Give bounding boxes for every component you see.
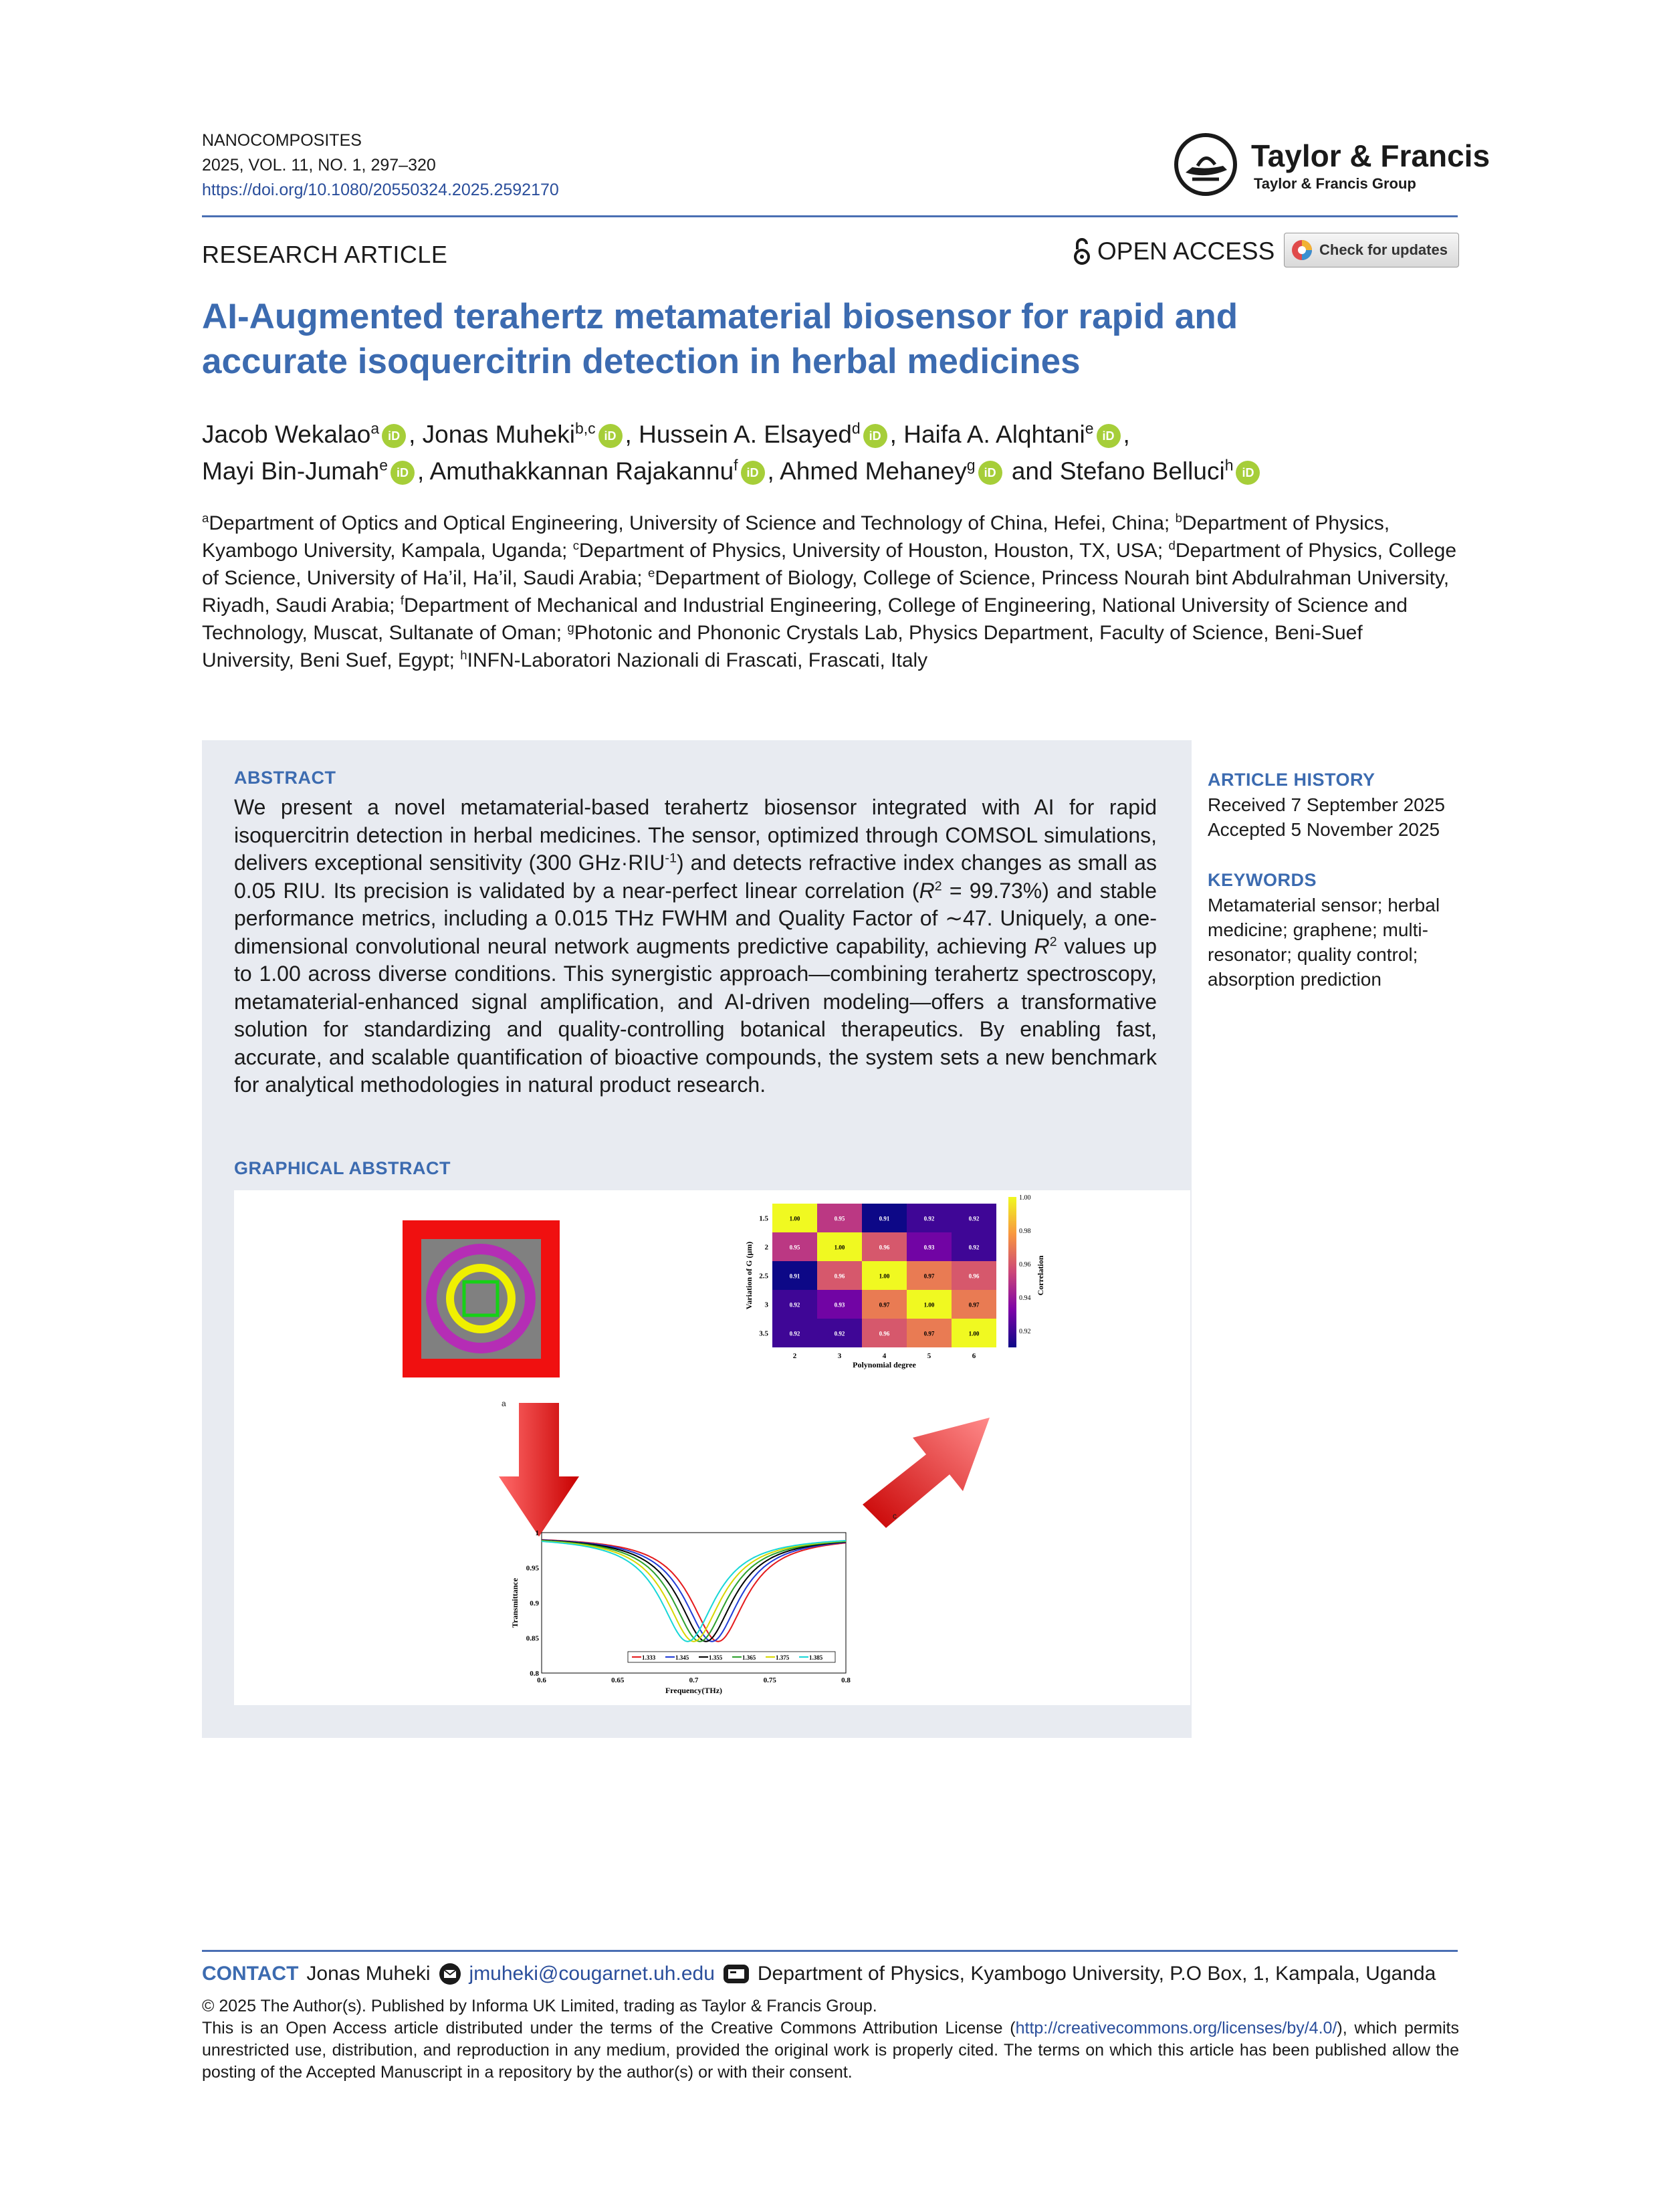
author-name: Hussein A. Elsayed	[639, 421, 852, 448]
accepted-date: Accepted 5 November 2025	[1208, 819, 1440, 840]
affiliation-mark: g	[567, 621, 574, 635]
heatmap-cell-label: 0.95	[834, 1215, 845, 1222]
affiliation-mark: b	[1175, 511, 1182, 525]
heatmap-cell-label: 1.00	[834, 1244, 845, 1251]
keywords-heading: KEYWORDS	[1208, 870, 1317, 890]
affiliation-text: Department of Physics, Kyambogo University, Kampala, Uganda;	[202, 512, 1390, 562]
abstract-part-4: values up to 1.00 across diverse conditions. This synergistic approach—combining terahertz spectroscopy, metamaterial-enhanced signal amplification, and AI-driven modeling—offers a transformative solution for standardizing and quality-controlling botanical therapeutics. By enabling fast, accurate, and scalable quantification of bioactive compounds, the system sets a new benchmark for analytical methodologies in natural product research.	[234, 933, 1157, 1097]
author-affiliation-mark: a	[370, 419, 380, 437]
abstract-sup-3: 2	[1049, 933, 1057, 949]
orcid-icon[interactable]: iD	[382, 424, 406, 448]
heatmap-cell-label: 0.96	[968, 1273, 980, 1280]
keywords-line-4: absorption prediction	[1208, 969, 1381, 990]
heatmap-col-tick: 2	[792, 1352, 797, 1360]
author-list	[202, 416, 1459, 489]
check-updates-label: Check for updates	[1319, 241, 1448, 258]
open-access-label: OPEN ACCESS	[1097, 237, 1275, 265]
affiliation-text: Department of Mechanical and Industrial Engineering, College of Engineering, National University of Science and Technology, Muscat, Sultanate of Oman;	[202, 594, 1408, 644]
copyright-notice	[202, 1995, 1459, 2084]
article-history-heading: ARTICLE HISTORY	[1208, 770, 1375, 790]
heatmap-cell-label: 0.92	[789, 1301, 800, 1309]
abstract-heading: ABSTRACT	[234, 768, 336, 788]
affiliation-text: Department of Optics and Optical Engineering, University of Science and Technology of China, Hefei, China;	[209, 512, 1176, 534]
heatmap-cell-label: 0.93	[923, 1244, 935, 1251]
author-name: Jonas Muheki	[422, 421, 575, 448]
arrow-up-right-icon	[863, 1418, 990, 1531]
orcid-icon[interactable]: iD	[1097, 424, 1121, 448]
heatmap-cell-label: 0.92	[923, 1215, 935, 1222]
orcid-icon[interactable]: iD	[1236, 461, 1260, 485]
author-separator: and	[1004, 457, 1060, 485]
panel-a-label: a	[502, 1399, 506, 1408]
colorbar-tick: 0.96	[1019, 1261, 1031, 1268]
heatmap-cell-label: 0.96	[879, 1330, 890, 1337]
heatmap-cell-label: 1.00	[968, 1330, 980, 1337]
heatmap-cell-label: 0.97	[923, 1330, 935, 1337]
heatmap-col-tick: 4	[882, 1352, 887, 1360]
colorbar	[1008, 1197, 1016, 1347]
affiliation-mark: d	[1168, 538, 1176, 552]
heatmap-ylabel: Variation of G (µm)	[744, 1241, 754, 1310]
abstract-part-2: ) and detects refractive index changes as small as 0.05 RIU. Its precision is validated by a near-perfect linear correlation (	[234, 851, 1157, 903]
x-tick-label: 0.6	[537, 1676, 546, 1684]
series-line-1.345	[542, 1540, 846, 1642]
abstract-sup-1: -1	[665, 851, 677, 866]
y-tick-label: 0.95	[526, 1564, 539, 1573]
author-separator: ,	[625, 421, 639, 448]
heatmap-cell-label: 0.92	[968, 1244, 980, 1251]
header-rule	[202, 215, 1458, 217]
affiliation-mark: f	[400, 593, 405, 607]
orcid-icon[interactable]: iD	[391, 461, 415, 485]
legend-label: 1.375	[776, 1654, 790, 1661]
heatmap-cell-label: 1.00	[923, 1301, 935, 1309]
colorbar-tick: 0.92	[1019, 1328, 1031, 1335]
heatmap-cell-label: 0.96	[879, 1244, 890, 1251]
author-affiliation-mark: d	[851, 419, 861, 437]
heatmap-cell-label: 0.92	[789, 1330, 800, 1337]
footer-rule	[202, 1950, 1458, 1952]
address-icon	[723, 1963, 750, 1985]
crossmark-icon	[1289, 237, 1315, 263]
graphical-abstract-heading: GRAPHICAL ABSTRACT	[234, 1158, 451, 1178]
orcid-icon[interactable]: iD	[978, 461, 1002, 485]
heatmap-cell-label: 0.93	[834, 1301, 845, 1309]
journal-name: NANOCOMPOSITES	[202, 131, 362, 150]
affiliation-mark: h	[460, 648, 467, 662]
heatmap-cell-label: 0.96	[834, 1273, 845, 1280]
journal-header	[202, 128, 559, 203]
heatmap-col-tick: 6	[972, 1352, 976, 1360]
keywords-line-1: Metamaterial sensor; herbal	[1208, 895, 1440, 915]
author-separator: ,	[1123, 421, 1130, 448]
heatmap-cell-label: 1.00	[879, 1273, 890, 1280]
license-text	[202, 2017, 1459, 2084]
series-line-1.365	[542, 1541, 846, 1642]
affiliation-text: Department of Biology, College of Science, Princess Nourah bint Abdulrahman University, Riyadh, Saudi Arabia;	[202, 567, 1450, 617]
affiliation-mark: a	[202, 511, 209, 525]
author-separator: ,	[417, 457, 430, 485]
copyright-line: © 2025 The Author(s). Published by Informa UK Limited, trading as Taylor & Francis Group.	[202, 1997, 877, 2015]
legend-label: 1.355	[709, 1654, 723, 1661]
legend-label: 1.385	[809, 1654, 823, 1661]
abstract-var-1: R	[919, 878, 935, 903]
publisher-logo[interactable]	[1172, 131, 1490, 198]
contact-email-link[interactable]: jmuheki@cougarnet.uh.edu	[469, 1963, 715, 1985]
series-line-1.355	[542, 1541, 846, 1642]
article-title: AI-Augmented terahertz metamaterial biosensor for rapid and accurate isoquercitrin detection in herbal medicines	[202, 297, 1238, 381]
orcid-icon[interactable]: iD	[863, 424, 887, 448]
author-name: Amuthakkannan Rajakannu	[429, 457, 734, 485]
check-updates-button[interactable]	[1284, 233, 1459, 267]
author-affiliation-mark: e	[1085, 419, 1094, 437]
y-tick-label: 1	[535, 1529, 539, 1537]
open-lock-icon	[1073, 237, 1091, 265]
abstract-var-2: R	[1034, 933, 1050, 958]
series-line-1.385	[542, 1541, 846, 1642]
article-type: RESEARCH ARTICLE	[202, 241, 448, 268]
publisher-name: Taylor & Francis	[1251, 138, 1490, 173]
heatmap-row-tick: 3.5	[759, 1329, 768, 1338]
heatmap-cell-label: 0.92	[968, 1215, 980, 1222]
orcid-icon[interactable]: iD	[598, 424, 623, 448]
doi-link[interactable]: https://doi.org/10.1080/20550324.2025.2592170	[202, 181, 559, 199]
contact-line	[202, 1959, 1436, 1989]
affiliation-text: Photonic and Phononic Crystals Lab, Physics Department, Faculty of Science, Beni-Suef University, Beni Suef, Egypt;	[202, 622, 1363, 671]
series-line-1.375	[542, 1541, 846, 1642]
affiliation-text: Department of Physics, College of Science, University of Ha’il, Ha’il, Saudi Arabia;	[202, 540, 1457, 589]
license-url[interactable]: http://creativecommons.org/licenses/by/4.0/	[1015, 2019, 1337, 2037]
abstract-sup-2: 2	[934, 878, 942, 893]
heatmap-cell-label: 0.92	[834, 1330, 845, 1337]
heatmap-row-tick: 2.5	[759, 1272, 768, 1281]
panel-c-label: c	[893, 1511, 897, 1521]
keywords-line-2: medicine; graphene; multi-	[1208, 919, 1428, 940]
abstract-text	[234, 794, 1157, 1099]
author-affiliation-mark: f	[734, 456, 738, 474]
author-name: Haifa A. Alqhtani	[903, 421, 1085, 448]
y-axis-label: Transmittance	[510, 1577, 520, 1628]
keywords	[1208, 868, 1440, 992]
affiliations	[202, 510, 1459, 674]
legend-label: 1.365	[742, 1654, 756, 1661]
contact-name: Jonas Muheki	[306, 1963, 431, 1985]
abstract-part-3: = 99.73%) and stable performance metrics, including a 0.015 THz FWHM and Quality Factor of ∼47. Uniquely, a one-dimensional convolutional neural network augments predictive capability, achieving	[234, 878, 1157, 958]
x-tick-label: 0.65	[611, 1676, 625, 1684]
received-date: Received 7 September 2025	[1208, 794, 1445, 815]
open-access-badge	[1073, 237, 1275, 265]
colorbar-tick: 0.98	[1019, 1228, 1031, 1235]
heatmap-cell-label: 0.95	[789, 1244, 800, 1251]
x-tick-label: 0.7	[689, 1676, 699, 1684]
author-affiliation-mark: g	[966, 456, 976, 474]
heatmap-cell-label: 0.97	[968, 1301, 980, 1309]
affiliation-mark: e	[647, 566, 655, 580]
author-affiliation-mark: e	[379, 456, 389, 474]
affiliation-mark: c	[572, 538, 580, 552]
x-tick-label: 0.75	[763, 1676, 776, 1684]
heatmap-cell-label: 0.91	[879, 1215, 890, 1222]
y-tick-label: 0.9	[530, 1599, 539, 1608]
transmittance-plot	[508, 1525, 909, 1705]
series-line-1.333	[542, 1540, 846, 1642]
email-icon	[439, 1963, 461, 1985]
license-part-1: This is an Open Access article distributed under the terms of the Creative Commons Attribution License (	[202, 2019, 1016, 2037]
heatmap-cell-label: 0.97	[879, 1301, 890, 1309]
correlation-heatmap	[742, 1190, 1090, 1394]
author-name: Stefano Belluci	[1059, 457, 1225, 485]
abstract-part-1: We present a novel metamaterial-based terahertz biosensor integrated with AI for rapid isoquercitrin detection in herbal medicines. The sensor, optimized through COMSOL simulations, delivers exceptional sensitivity (300 GHz·RIU	[234, 795, 1157, 875]
article-history	[1208, 768, 1445, 842]
heatmap-cell-label: 0.91	[789, 1273, 800, 1280]
affiliation-text: INFN-Laboratori Nazionali di Frascati, Frascati, Italy	[467, 649, 928, 671]
author-name: Mayi Bin-Jumah	[202, 457, 380, 485]
legend-label: 1.333	[642, 1654, 656, 1661]
journal-volume: 2025, VOL. 11, NO. 1, 297–320	[202, 156, 436, 175]
author-name: Jacob Wekalao	[202, 421, 371, 448]
heatmap-row-tick: 1.5	[759, 1214, 768, 1223]
author-separator: ,	[767, 457, 780, 485]
affiliation-text: Department of Physics, University of Houston, Houston, TX, USA;	[579, 540, 1169, 562]
arrow-down-icon	[499, 1403, 579, 1537]
license-part-2: ), which permits unrestricted use, distribution, and reproduction in any medium, provided the original work is properly cited. The terms on which this article has been published allow the posting of the Accepted Manuscript in a repository by the author(s) or with their consent.	[202, 2019, 1459, 2082]
author-separator: ,	[889, 421, 904, 448]
metamaterial-unit-cell	[403, 1220, 560, 1377]
heatmap-row-tick: 2	[764, 1243, 768, 1252]
tf-lamp-icon	[1172, 131, 1252, 198]
author-separator: ,	[409, 421, 423, 448]
heatmap-col-tick: 5	[927, 1352, 931, 1360]
heatmap-row-tick: 3	[764, 1301, 768, 1309]
colorbar-label: Correlation	[1036, 1255, 1045, 1296]
graphical-abstract	[234, 1190, 1190, 1705]
x-tick-label: 0.8	[841, 1676, 851, 1684]
heatmap-xlabel: Polynomial degree	[853, 1360, 916, 1369]
publisher-group: Taylor & Francis Group	[1254, 175, 1416, 192]
contact-address: Department of Physics, Kyambogo University, P.O Box, 1, Kampala, Uganda	[757, 1963, 1436, 1985]
colorbar-tick: 1.00	[1019, 1194, 1031, 1202]
heatmap-col-tick: 3	[837, 1352, 842, 1360]
y-tick-label: 0.8	[530, 1670, 539, 1678]
x-axis-label: Frequency(THz)	[665, 1686, 723, 1695]
colorbar-tick: 0.94	[1019, 1295, 1031, 1302]
author-name: Ahmed Mehaney	[780, 457, 967, 485]
orcid-icon[interactable]: iD	[741, 461, 765, 485]
contact-label: CONTACT	[202, 1963, 299, 1985]
heatmap-cell-label: 0.97	[923, 1273, 935, 1280]
author-affiliation-mark: h	[1224, 456, 1234, 474]
y-tick-label: 0.85	[526, 1634, 539, 1643]
author-affiliation-mark: b,c	[574, 419, 596, 437]
legend-label: 1.345	[675, 1654, 689, 1661]
keywords-line-3: resonator; quality control;	[1208, 944, 1418, 965]
heatmap-cell-label: 1.00	[789, 1215, 800, 1222]
